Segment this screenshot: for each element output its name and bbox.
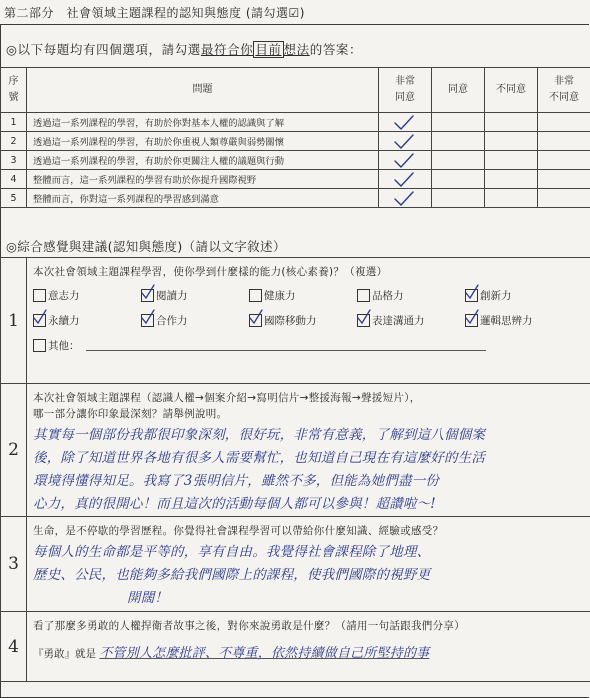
open-questions-table	[0, 257, 590, 682]
section2-title: ◎綜合感覺與建議(認知與態度)（請以文字敘述）	[6, 239, 286, 254]
q4-row	[1, 612, 590, 682]
row-number: 3	[1, 151, 27, 170]
checked-checkbox-icon[interactable]	[141, 289, 154, 302]
likert-option-cell[interactable]	[379, 189, 432, 208]
q1-row	[1, 258, 590, 384]
checked-checkbox-icon[interactable]	[357, 314, 370, 327]
q2-prompt-line-1: 本次社會領域主題課程（認識人權→個案介紹→寫明信片→整援海報→聲援短片），	[33, 392, 421, 404]
likert-option-cell[interactable]	[485, 132, 538, 151]
likert-row	[1, 132, 590, 151]
option-label: 創新力	[480, 290, 512, 302]
likert-option-cell[interactable]	[379, 132, 432, 151]
checked-checkbox-icon[interactable]	[465, 289, 478, 302]
header-num: 序 號	[1, 68, 27, 113]
q2-number: 2	[1, 384, 27, 517]
q1-option[interactable]	[465, 313, 573, 328]
row-question: 整體而言，這一系列課程的學習有助於你提升國際視野	[27, 170, 379, 189]
likert-option-cell[interactable]	[485, 113, 538, 132]
option-label: 閱讀力	[156, 290, 188, 302]
header-disagree: 不同意	[485, 68, 538, 113]
likert-option-cell[interactable]	[538, 189, 590, 208]
check-mark-icon	[393, 171, 415, 187]
instruction-suffix: 的答案：	[309, 42, 363, 57]
q1-option[interactable]	[141, 288, 249, 303]
q4-prompt: 看了那麼多勇敢的人權捍衛者故事之後，對你來說勇敢是什麼？（請用一句話跟我們分享）	[33, 620, 465, 632]
instruction-boxed: 目前	[255, 42, 282, 57]
q2-answer[interactable]	[27, 424, 590, 516]
likert-option-cell[interactable]	[538, 170, 590, 189]
likert-option-cell[interactable]	[379, 170, 432, 189]
q1-option-other[interactable]	[27, 328, 590, 353]
option-label: 健康力	[264, 290, 296, 302]
row-question: 透過這一系列課程的學習，有助於你更關注人權的議題與行動	[27, 151, 379, 170]
q3-row	[1, 517, 590, 612]
checkbox-icon[interactable]	[357, 289, 370, 302]
q2-prompt-line-2: 哪一部分讓你印象最深刻？請舉例說明。	[33, 408, 228, 420]
handwritten-line: 環境得懂得知足。我寫了3張明信片，雖然不多，但能為她們盡一份	[33, 473, 440, 489]
handwritten-line: 每個人的生命都是平等的，享有自由。我覺得社會課程除了地理、	[33, 544, 431, 560]
q3-cell	[27, 517, 590, 612]
instruction-prefix: ◎以下每題均有四個選項，請勾選	[6, 42, 201, 57]
likert-option-cell[interactable]	[538, 132, 590, 151]
q1-number: 1	[1, 258, 27, 384]
likert-instruction	[6, 40, 362, 58]
likert-option-cell[interactable]	[379, 113, 432, 132]
other-label: 其他：	[48, 340, 80, 352]
other-checkbox[interactable]	[33, 339, 46, 352]
handwritten-line: 開闊！	[127, 590, 169, 606]
q1-option[interactable]	[249, 313, 357, 328]
row-question: 透過這一系列課程的學習，有助於你重視人類尊嚴與弱勢關懷	[27, 132, 379, 151]
part-title: 第二部分 社會領域主題課程的認知與態度 (請勾選☑)	[4, 6, 305, 20]
q1-prompt: 本次社會領域主題課程學習，使你學到什麼樣的能力(核心素養)？（複選）	[33, 266, 388, 278]
q1-option[interactable]	[33, 288, 141, 303]
instruction-underlined-2: 想法	[283, 42, 310, 57]
checked-checkbox-icon[interactable]	[141, 314, 154, 327]
q1-option[interactable]	[249, 288, 357, 303]
likert-option-cell[interactable]	[432, 132, 485, 151]
checked-checkbox-icon[interactable]	[465, 314, 478, 327]
row-number: 1	[1, 113, 27, 132]
likert-option-cell[interactable]	[538, 151, 590, 170]
checked-checkbox-icon[interactable]	[249, 314, 262, 327]
q1-option[interactable]	[33, 313, 141, 328]
q4-answer[interactable]: 不管別人怎麼批評、不尊重，依然持續做自己所堅持的事	[99, 646, 430, 661]
check-mark-icon	[393, 114, 415, 130]
q4-answer-line	[27, 636, 590, 665]
checked-checkbox-icon[interactable]	[33, 314, 46, 327]
option-label: 品格力	[372, 290, 404, 302]
likert-option-cell[interactable]	[432, 189, 485, 208]
header-agree: 同意	[432, 68, 485, 113]
option-label: 表達溝通力	[372, 315, 425, 327]
likert-table	[0, 67, 590, 208]
q1-option[interactable]	[357, 288, 465, 303]
check-mark-icon	[393, 133, 415, 149]
q4-lead: 『勇敢』就是	[33, 648, 96, 660]
likert-option-cell[interactable]	[432, 151, 485, 170]
row-question: 透過這一系列課程的學習，有助於你對基本人權的認識與了解	[27, 113, 379, 132]
checkbox-icon[interactable]	[249, 289, 262, 302]
likert-option-cell[interactable]	[485, 170, 538, 189]
likert-option-cell[interactable]	[432, 170, 485, 189]
likert-option-cell[interactable]	[379, 151, 432, 170]
handwritten-line: 後，除了知道世界各地有很多人需要幫忙，也知道自己現在有這麼好的生活	[33, 450, 486, 466]
check-mark-icon	[393, 152, 415, 168]
header-strongly-disagree: 非常 不同意	[538, 68, 590, 113]
likert-row	[1, 170, 590, 189]
check-mark-icon	[393, 190, 415, 206]
row-number: 5	[1, 189, 27, 208]
likert-option-cell[interactable]	[485, 151, 538, 170]
likert-row	[1, 151, 590, 170]
q4-number: 4	[1, 612, 27, 682]
handwritten-line: 歷史、公民，也能夠多給我們國際上的課程，使我們國際的視野更	[33, 567, 431, 583]
header-question: 問題	[27, 68, 379, 113]
q3-answer[interactable]	[27, 541, 590, 610]
q2-cell	[27, 384, 590, 517]
likert-header-row	[1, 68, 590, 113]
option-label: 合作力	[156, 315, 188, 327]
q2-row	[1, 384, 590, 517]
option-label: 國際移動力	[264, 315, 317, 327]
q1-option[interactable]	[465, 288, 573, 303]
q3-prompt: 生命，是不停歇的學習歷程。你覺得社會課程學習可以帶給你什麼知識、經驗或感受？	[33, 525, 444, 537]
header-strongly-agree: 非常 同意	[379, 68, 432, 113]
option-label: 永續力	[48, 315, 80, 327]
checkbox-icon[interactable]	[33, 289, 46, 302]
option-label: 邏輯思辨力	[480, 315, 533, 327]
likert-option-cell[interactable]	[432, 113, 485, 132]
q1-option[interactable]	[141, 313, 249, 328]
row-question: 整體而言，你對這一系列課程的學習感到滿意	[27, 189, 379, 208]
likert-option-cell[interactable]	[485, 189, 538, 208]
likert-row	[1, 113, 590, 132]
other-line[interactable]	[86, 340, 486, 351]
q3-number: 3	[1, 517, 27, 612]
q1-options	[27, 282, 590, 328]
likert-option-cell[interactable]	[538, 113, 590, 132]
row-number: 2	[1, 132, 27, 151]
row-number: 4	[1, 170, 27, 189]
handwritten-line: 心力，真的很開心！而且這次的活動每個人都可以參與！超讚啦～!	[33, 496, 436, 512]
handwritten-line: 其實每一個部份我都很印象深刻，很好玩，非常有意義，了解到這八個個案	[33, 427, 486, 443]
likert-row	[1, 189, 590, 208]
q1-option[interactable]	[357, 313, 465, 328]
instruction-underlined-1: 最符合你	[200, 42, 254, 57]
option-label: 意志力	[48, 290, 80, 302]
q1-cell	[27, 258, 590, 384]
q4-cell	[27, 612, 590, 682]
